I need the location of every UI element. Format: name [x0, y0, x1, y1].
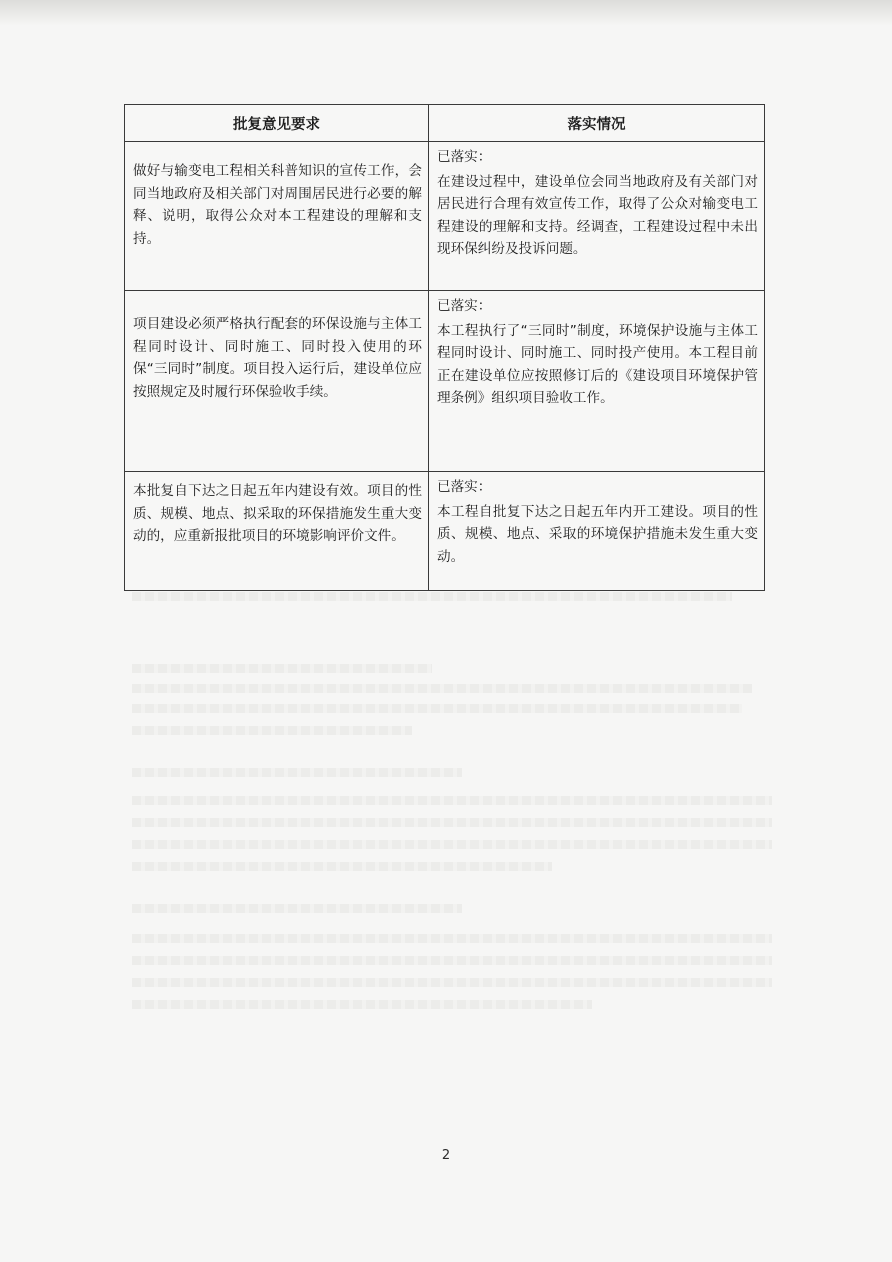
- bleed-through-line: [132, 934, 772, 943]
- implementation-text: 本工程自批复下达之日起五年内开工建设。项目的性质、规模、地点、采取的环境保护措施未发生重大变动。: [437, 503, 758, 565]
- bleed-through-line: [132, 704, 742, 713]
- table-row: [125, 142, 765, 291]
- bleed-through-line: [132, 726, 412, 735]
- bleed-through-line: [132, 978, 772, 987]
- bleed-through-line: [132, 684, 752, 693]
- bleed-through-line: [132, 818, 772, 827]
- bleed-through-line: [132, 862, 552, 871]
- bleed-through-line: [132, 840, 772, 849]
- implementation-cell: [429, 291, 765, 472]
- bleed-through-line: [132, 664, 432, 673]
- page-number: 2: [441, 1148, 451, 1163]
- status-label: 已落实：: [437, 149, 492, 165]
- bleed-through-line: [132, 768, 462, 777]
- header-requirement: 批复意见要求: [125, 105, 429, 142]
- implementation-text: 本工程执行了“三同时”制度，环境保护设施与主体工程同时设计、同时施工、同时投产使用。本工程目前正在建设单位应按照修订后的《建设项目环境保护管理条例》组织项目验收工作。: [437, 322, 758, 406]
- approval-implementation-table: [124, 104, 765, 591]
- scan-shadow: [0, 0, 892, 26]
- requirement-cell: 项目建设必须严格执行配套的环保设施与主体工程同时设计、同时施工、同时投入使用的环保“三同时”制度。项目投入运行后，建设单位应按照规定及时履行环保验收手续。: [125, 291, 429, 472]
- bleed-through-line: [132, 956, 772, 965]
- status-label: 已落实：: [437, 479, 492, 495]
- implementation-text: 在建设过程中，建设单位会同当地政府及有关部门对居民进行合理有效宣传工作，取得了公众对输变电工程建设的理解和支持。经调查，工程建设过程中未出现环保纠纷及投诉问题。: [437, 173, 758, 257]
- header-implementation: 落实情况: [429, 105, 765, 142]
- requirement-cell: 做好与输变电工程相关科普知识的宣传工作，会同当地政府及相关部门对周围居民进行必要的解释、说明，取得公众对本工程建设的理解和支持。: [125, 142, 429, 291]
- requirement-cell: 本批复自下达之日起五年内建设有效。项目的性质、规模、地点、拟采取的环保措施发生重大变动的，应重新报批项目的环境影响评价文件。: [125, 472, 429, 591]
- bleed-through-line: [132, 904, 462, 913]
- implementation-cell: [429, 472, 765, 591]
- table-row: [125, 472, 765, 591]
- bleed-through-line: [132, 592, 732, 601]
- bleed-through-line: [132, 796, 772, 805]
- implementation-cell: [429, 142, 765, 291]
- status-label: 已落实：: [437, 298, 492, 314]
- table-row: [125, 291, 765, 472]
- bleed-through-line: [132, 1000, 592, 1009]
- table-header-row: [125, 105, 765, 142]
